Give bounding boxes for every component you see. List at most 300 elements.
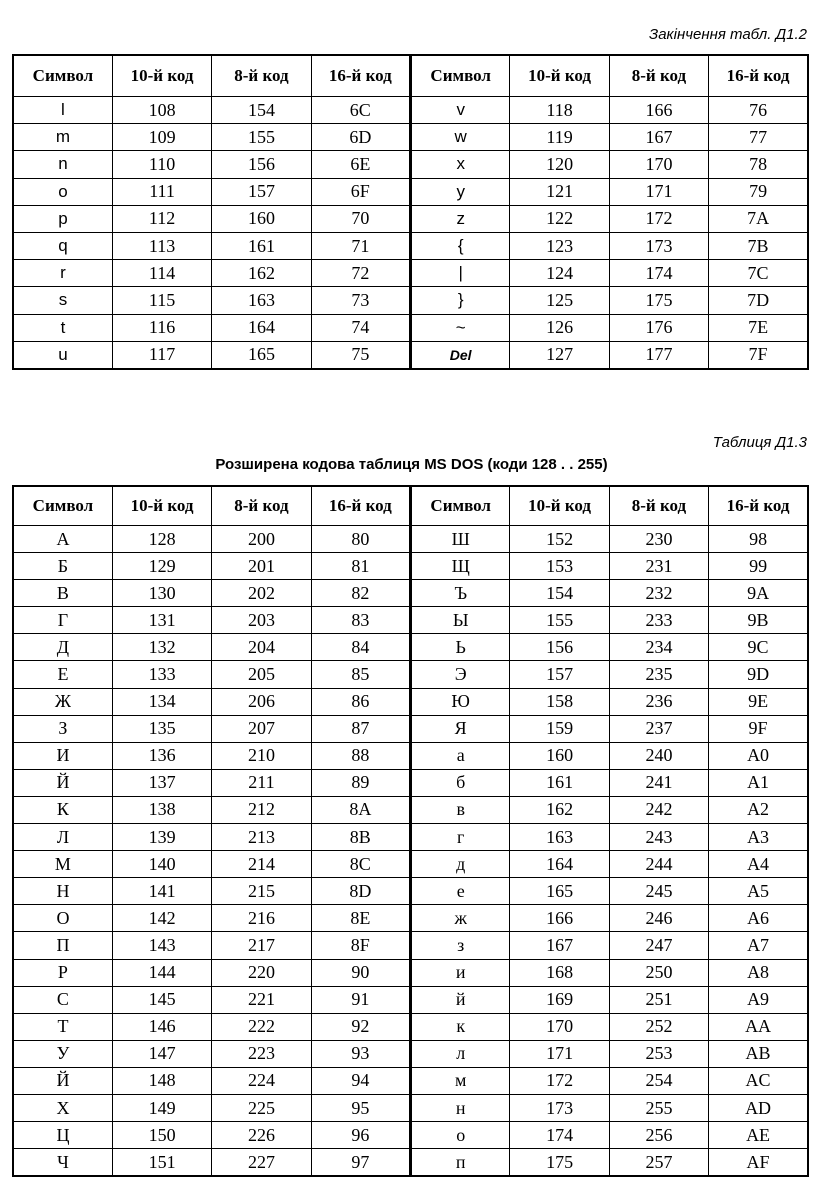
code-cell: 167 (510, 932, 609, 959)
code-cell: 150 (112, 1122, 211, 1149)
code-cell: AB (709, 1040, 808, 1067)
code-cell: 166 (510, 905, 609, 932)
column-header: 8-й код (609, 486, 708, 526)
symbol-cell: | (411, 260, 510, 287)
code-cell: 7D (709, 287, 808, 314)
code-cell: A4 (709, 851, 808, 878)
code-cell: 144 (112, 959, 211, 986)
code-cell: 236 (609, 688, 708, 715)
symbol-cell: к (411, 1013, 510, 1040)
table2-caption: Таблиця Д1.3 (712, 434, 807, 451)
column-header: 8-й код (609, 55, 708, 97)
code-cell: 120 (510, 151, 609, 178)
symbol-cell: x (411, 151, 510, 178)
symbol-cell: r (13, 260, 112, 287)
code-cell: 91 (311, 986, 410, 1013)
code-cell: 96 (311, 1122, 410, 1149)
code-cell: 123 (510, 232, 609, 259)
code-cell: 223 (212, 1040, 311, 1067)
table-row (13, 124, 808, 151)
symbol-cell: { (411, 232, 510, 259)
table-row (13, 688, 808, 715)
code-cell: 227 (212, 1149, 311, 1177)
table-row (13, 178, 808, 205)
code-cell: 203 (212, 607, 311, 634)
table2-body (13, 526, 808, 1177)
code-cell: 134 (112, 688, 211, 715)
symbol-cell: п (411, 1149, 510, 1177)
code-cell: 231 (609, 553, 708, 580)
code-cell: 81 (311, 553, 410, 580)
code-cell: 232 (609, 580, 708, 607)
table-row (13, 553, 808, 580)
column-header: 16-й код (311, 55, 410, 97)
code-cell: 224 (212, 1067, 311, 1094)
code-cell: 243 (609, 824, 708, 851)
code-cell: 153 (510, 553, 609, 580)
code-cell: 114 (112, 260, 211, 287)
code-cell: 225 (212, 1094, 311, 1121)
table-row (13, 742, 808, 769)
symbol-cell: ~ (411, 314, 510, 341)
code-cell: 221 (212, 986, 311, 1013)
code-cell: 82 (311, 580, 410, 607)
table-row (13, 1122, 808, 1149)
code-cell: 6D (311, 124, 410, 151)
code-cell: 140 (112, 851, 211, 878)
table-row (13, 607, 808, 634)
code-cell: 77 (709, 124, 808, 151)
code-cell: 79 (709, 178, 808, 205)
code-cell: 130 (112, 580, 211, 607)
symbol-cell: О (13, 905, 112, 932)
code-cell: 152 (510, 526, 609, 553)
code-cell: 148 (112, 1067, 211, 1094)
code-cell: 164 (510, 851, 609, 878)
symbol-cell: Л (13, 824, 112, 851)
code-cell: 93 (311, 1040, 410, 1067)
code-cell: 139 (112, 824, 211, 851)
column-header: 8-й код (212, 55, 311, 97)
column-header: 10-й код (112, 55, 211, 97)
code-cell: 118 (510, 97, 609, 124)
code-cell: 6C (311, 97, 410, 124)
code-cell: 216 (212, 905, 311, 932)
symbol-cell: Ъ (411, 580, 510, 607)
code-cell: 161 (212, 232, 311, 259)
symbol-cell: Я (411, 715, 510, 742)
table-row (13, 661, 808, 688)
code-cell: 165 (510, 878, 609, 905)
code-cell: 175 (510, 1149, 609, 1177)
symbol-cell: н (411, 1094, 510, 1121)
code-cell: 253 (609, 1040, 708, 1067)
code-cell: 202 (212, 580, 311, 607)
symbol-cell: Й (13, 1067, 112, 1094)
code-cell: A0 (709, 742, 808, 769)
code-cell: 212 (212, 796, 311, 823)
symbol-cell: Ь (411, 634, 510, 661)
symbol-cell: К (13, 796, 112, 823)
code-cell: 173 (510, 1094, 609, 1121)
code-cell: 163 (510, 824, 609, 851)
column-header: 8-й код (212, 486, 311, 526)
symbol-cell: p (13, 205, 112, 232)
code-cell: AC (709, 1067, 808, 1094)
code-cell: A8 (709, 959, 808, 986)
code-cell: 117 (112, 341, 211, 369)
symbol-cell: е (411, 878, 510, 905)
code-cell: 6E (311, 151, 410, 178)
symbol-cell: w (411, 124, 510, 151)
code-cell: 168 (510, 959, 609, 986)
code-cell: A3 (709, 824, 808, 851)
code-cell: 8A (311, 796, 410, 823)
code-cell: 7C (709, 260, 808, 287)
code-cell: 204 (212, 634, 311, 661)
code-cell: 78 (709, 151, 808, 178)
table-row (13, 341, 808, 369)
symbol-cell: й (411, 986, 510, 1013)
code-cell: 200 (212, 526, 311, 553)
code-cell: A5 (709, 878, 808, 905)
code-cell: 119 (510, 124, 609, 151)
code-cell: A9 (709, 986, 808, 1013)
code-cell: 108 (112, 97, 211, 124)
code-cell: 254 (609, 1067, 708, 1094)
symbol-cell: С (13, 986, 112, 1013)
symbol-cell: л (411, 1040, 510, 1067)
code-cell: A2 (709, 796, 808, 823)
code-cell: 86 (311, 688, 410, 715)
table-row (13, 97, 808, 124)
code-cell: 115 (112, 287, 211, 314)
code-cell: 160 (212, 205, 311, 232)
ascii-code-table-continuation (12, 54, 809, 370)
code-cell: 121 (510, 178, 609, 205)
code-cell: 235 (609, 661, 708, 688)
symbol-cell: l (13, 97, 112, 124)
code-cell: 8C (311, 851, 410, 878)
column-header: Символ (13, 55, 112, 97)
code-cell: 237 (609, 715, 708, 742)
code-cell: 173 (609, 232, 708, 259)
symbol-cell: Г (13, 607, 112, 634)
symbol-cell: v (411, 97, 510, 124)
symbol-cell: Щ (411, 553, 510, 580)
code-cell: 98 (709, 526, 808, 553)
code-cell: 215 (212, 878, 311, 905)
code-cell: 163 (212, 287, 311, 314)
table-row (13, 1013, 808, 1040)
code-cell: 133 (112, 661, 211, 688)
code-cell: 157 (212, 178, 311, 205)
code-cell: 172 (510, 1067, 609, 1094)
code-cell: 160 (510, 742, 609, 769)
code-cell: AF (709, 1149, 808, 1177)
code-cell: 99 (709, 553, 808, 580)
symbol-cell: У (13, 1040, 112, 1067)
symbol-cell: Е (13, 661, 112, 688)
code-cell: 176 (609, 314, 708, 341)
code-cell: 240 (609, 742, 708, 769)
symbol-cell: Й (13, 769, 112, 796)
code-cell: 110 (112, 151, 211, 178)
code-cell: 166 (609, 97, 708, 124)
table2-title: Розширена кодова таблиця MS DOS (коди 128 . . 255) (215, 456, 608, 473)
symbol-cell: Ы (411, 607, 510, 634)
code-cell: 112 (112, 205, 211, 232)
code-cell: 154 (212, 97, 311, 124)
symbol-cell: а (411, 742, 510, 769)
symbol-cell: А (13, 526, 112, 553)
table1-header-row (13, 55, 808, 97)
code-cell: 72 (311, 260, 410, 287)
symbol-cell: z (411, 205, 510, 232)
symbol-cell: г (411, 824, 510, 851)
symbol-cell: o (13, 178, 112, 205)
code-cell: 8F (311, 932, 410, 959)
code-cell: 92 (311, 1013, 410, 1040)
symbol-cell: u (13, 341, 112, 369)
code-cell: 155 (212, 124, 311, 151)
code-cell: 97 (311, 1149, 410, 1177)
symbol-cell: Р (13, 959, 112, 986)
code-cell: AA (709, 1013, 808, 1040)
code-cell: 175 (609, 287, 708, 314)
code-cell: 76 (709, 97, 808, 124)
table-row (13, 634, 808, 661)
table-row (13, 851, 808, 878)
table-row (13, 986, 808, 1013)
code-cell: 172 (609, 205, 708, 232)
column-header: Символ (13, 486, 112, 526)
symbol-cell: в (411, 796, 510, 823)
code-cell: 137 (112, 769, 211, 796)
table1-caption: Закінчення табл. Д1.2 (649, 26, 807, 43)
code-cell: 74 (311, 314, 410, 341)
code-cell: 233 (609, 607, 708, 634)
code-cell: 80 (311, 526, 410, 553)
symbol-cell: м (411, 1067, 510, 1094)
table-row (13, 526, 808, 553)
code-cell: 141 (112, 878, 211, 905)
symbol-cell: П (13, 932, 112, 959)
code-cell: 170 (609, 151, 708, 178)
symbol-cell: и (411, 959, 510, 986)
table-row (13, 796, 808, 823)
code-cell: 85 (311, 661, 410, 688)
code-cell: 245 (609, 878, 708, 905)
code-cell: 201 (212, 553, 311, 580)
code-cell: 171 (510, 1040, 609, 1067)
code-cell: 146 (112, 1013, 211, 1040)
symbol-cell: д (411, 851, 510, 878)
code-cell: 162 (212, 260, 311, 287)
code-cell: 113 (112, 232, 211, 259)
code-cell: 7B (709, 232, 808, 259)
symbol-cell: з (411, 932, 510, 959)
ms-dos-extended-code-table (12, 485, 809, 1177)
code-cell: 94 (311, 1067, 410, 1094)
table-row (13, 905, 808, 932)
code-cell: 147 (112, 1040, 211, 1067)
code-cell: 170 (510, 1013, 609, 1040)
code-cell: 174 (510, 1122, 609, 1149)
code-cell: 145 (112, 986, 211, 1013)
code-cell: 70 (311, 205, 410, 232)
symbol-cell: И (13, 742, 112, 769)
symbol-cell: М (13, 851, 112, 878)
code-cell: 154 (510, 580, 609, 607)
table2-header-row (13, 486, 808, 526)
code-cell: 246 (609, 905, 708, 932)
symbol-cell: Ч (13, 1149, 112, 1177)
code-cell: 155 (510, 607, 609, 634)
code-cell: 234 (609, 634, 708, 661)
code-cell: 156 (212, 151, 311, 178)
code-cell: 125 (510, 287, 609, 314)
code-cell: 143 (112, 932, 211, 959)
symbol-cell: Ж (13, 688, 112, 715)
table-row (13, 824, 808, 851)
code-cell: 89 (311, 769, 410, 796)
symbol-cell: Х (13, 1094, 112, 1121)
code-cell: 255 (609, 1094, 708, 1121)
code-cell: AD (709, 1094, 808, 1121)
symbol-cell: Ш (411, 526, 510, 553)
code-cell: 8B (311, 824, 410, 851)
table-row (13, 959, 808, 986)
table-row (13, 1094, 808, 1121)
symbol-cell: Д (13, 634, 112, 661)
symbol-cell: m (13, 124, 112, 151)
code-cell: 75 (311, 341, 410, 369)
code-cell: 122 (510, 205, 609, 232)
table-row (13, 580, 808, 607)
code-cell: 210 (212, 742, 311, 769)
code-cell: 7A (709, 205, 808, 232)
symbol-cell: З (13, 715, 112, 742)
code-cell: 132 (112, 634, 211, 661)
code-cell: 211 (212, 769, 311, 796)
code-cell: 129 (112, 553, 211, 580)
code-cell: 252 (609, 1013, 708, 1040)
code-cell: 135 (112, 715, 211, 742)
code-cell: 9A (709, 580, 808, 607)
code-cell: 244 (609, 851, 708, 878)
symbol-cell: Del (411, 341, 510, 369)
symbol-cell: s (13, 287, 112, 314)
table-row (13, 769, 808, 796)
code-cell: 256 (609, 1122, 708, 1149)
code-cell: 9E (709, 688, 808, 715)
code-cell: 6F (311, 178, 410, 205)
table-row (13, 1067, 808, 1094)
table-row (13, 151, 808, 178)
code-cell: 161 (510, 769, 609, 796)
code-cell: A7 (709, 932, 808, 959)
code-cell: 157 (510, 661, 609, 688)
symbol-cell: Т (13, 1013, 112, 1040)
code-cell: 247 (609, 932, 708, 959)
table-row (13, 232, 808, 259)
code-cell: 88 (311, 742, 410, 769)
code-cell: 169 (510, 986, 609, 1013)
code-cell: 207 (212, 715, 311, 742)
symbol-cell: Ц (13, 1122, 112, 1149)
table-row (13, 1149, 808, 1177)
column-header: 16-й код (311, 486, 410, 526)
symbol-cell: y (411, 178, 510, 205)
code-cell: 217 (212, 932, 311, 959)
symbol-cell: Э (411, 661, 510, 688)
code-cell: 90 (311, 959, 410, 986)
code-cell: 84 (311, 634, 410, 661)
code-cell: 126 (510, 314, 609, 341)
symbol-cell: ж (411, 905, 510, 932)
code-cell: 151 (112, 1149, 211, 1177)
code-cell: 250 (609, 959, 708, 986)
code-cell: 206 (212, 688, 311, 715)
column-header: 16-й код (709, 486, 808, 526)
code-cell: 7E (709, 314, 808, 341)
table-row (13, 878, 808, 905)
code-cell: 9B (709, 607, 808, 634)
code-cell: 205 (212, 661, 311, 688)
code-cell: 109 (112, 124, 211, 151)
code-cell: 251 (609, 986, 708, 1013)
code-cell: 165 (212, 341, 311, 369)
table-row (13, 715, 808, 742)
code-cell: 138 (112, 796, 211, 823)
column-header: 16-й код (709, 55, 808, 97)
code-cell: 230 (609, 526, 708, 553)
symbol-cell: Б (13, 553, 112, 580)
column-header: 10-й код (510, 55, 609, 97)
code-cell: 171 (609, 178, 708, 205)
code-cell: A6 (709, 905, 808, 932)
code-cell: 241 (609, 769, 708, 796)
symbol-cell: В (13, 580, 112, 607)
code-cell: 257 (609, 1149, 708, 1177)
code-cell: 127 (510, 341, 609, 369)
code-cell: 83 (311, 607, 410, 634)
code-cell: A1 (709, 769, 808, 796)
code-cell: 73 (311, 287, 410, 314)
column-header: 10-й код (112, 486, 211, 526)
symbol-cell: Ю (411, 688, 510, 715)
code-cell: 124 (510, 260, 609, 287)
code-cell: 159 (510, 715, 609, 742)
code-cell: 149 (112, 1094, 211, 1121)
code-cell: 174 (609, 260, 708, 287)
code-cell: 116 (112, 314, 211, 341)
code-cell: 177 (609, 341, 708, 369)
code-cell: 7F (709, 341, 808, 369)
code-cell: 214 (212, 851, 311, 878)
code-cell: 71 (311, 232, 410, 259)
code-cell: 111 (112, 178, 211, 205)
table-row (13, 1040, 808, 1067)
symbol-cell: t (13, 314, 112, 341)
table-row (13, 205, 808, 232)
code-cell: 142 (112, 905, 211, 932)
column-header: 10-й код (510, 486, 609, 526)
code-cell: 226 (212, 1122, 311, 1149)
symbol-cell: q (13, 232, 112, 259)
table-row (13, 314, 808, 341)
